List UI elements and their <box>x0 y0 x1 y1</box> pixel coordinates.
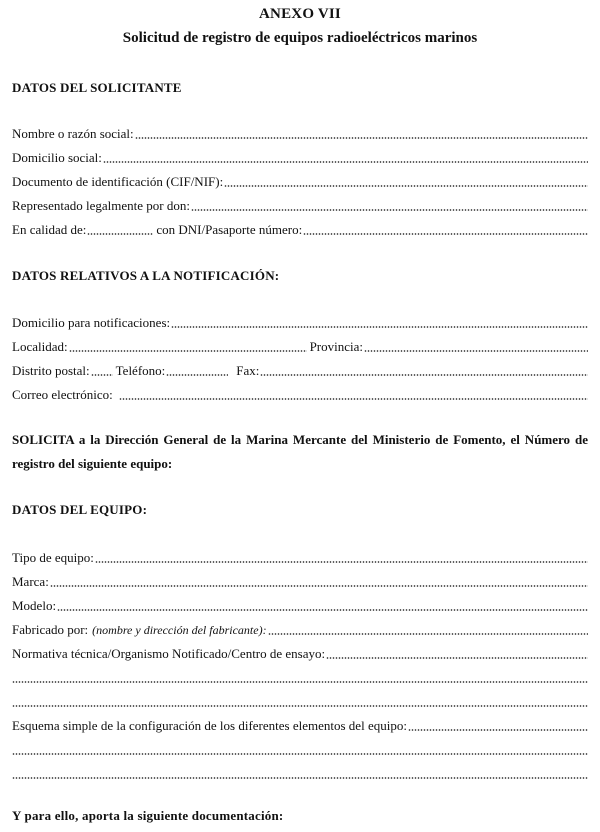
row-esquema <box>12 716 588 734</box>
label-modelo: Modelo: <box>12 598 57 613</box>
row-normativa-cont-2 <box>12 692 588 710</box>
row-documento <box>12 172 588 190</box>
input-normativa-line-3[interactable] <box>12 705 588 707</box>
input-calidad[interactable] <box>87 233 153 235</box>
row-fabricado <box>12 620 588 638</box>
input-marca[interactable] <box>50 585 588 587</box>
row-nombre <box>12 124 588 142</box>
label-calidad: En calidad de: <box>12 222 87 237</box>
row-representado <box>12 196 588 214</box>
label-fax: Fax: <box>236 363 260 378</box>
solicita-line-2: registro del siguiente equipo: <box>12 456 173 471</box>
input-domicilio-notificaciones[interactable] <box>171 326 588 328</box>
label-marca: Marca: <box>12 574 49 589</box>
hint-fabricado: (nombre y dirección del fabricante): <box>92 623 267 637</box>
input-provincia[interactable] <box>364 350 588 352</box>
row-normativa <box>12 644 588 662</box>
label-distrito: Distrito postal: <box>12 363 90 378</box>
input-esquema[interactable] <box>408 729 588 731</box>
input-documento[interactable] <box>224 185 588 187</box>
label-normativa: Normativa técnica/Organismo Notificado/Centro de ensayo: <box>12 646 326 661</box>
label-dni: con DNI/Pasaporte número: <box>156 222 303 237</box>
row-domicilio-social <box>12 148 588 166</box>
row-correo <box>12 385 588 403</box>
label-telefono: Teléfono: <box>115 363 166 378</box>
input-modelo[interactable] <box>57 609 588 611</box>
row-domicilio-notificaciones <box>12 313 588 331</box>
label-correo: Correo electrónico: <box>12 387 113 402</box>
form-title: Solicitud de registro de equipos radioeléctricos marinos <box>122 30 478 46</box>
row-esquema-cont-1 <box>12 740 588 758</box>
row-marca <box>12 572 588 590</box>
solicita-paragraph <box>12 428 588 476</box>
row-distrito <box>12 361 588 379</box>
label-provincia: Provincia: <box>309 339 363 354</box>
input-telefono[interactable] <box>166 374 228 376</box>
annex-heading: ANEXO VII <box>259 6 341 22</box>
label-fabricado: Fabricado por: <box>12 622 89 637</box>
section-heading-notificacion: DATOS RELATIVOS A LA NOTIFICACIÓN: <box>12 268 280 283</box>
label-domicilio-notificaciones: Domicilio para notificaciones: <box>12 315 171 330</box>
input-dni[interactable] <box>303 233 588 235</box>
label-esquema: Esquema simple de la configuración de los diferentes elementos del equipo: <box>12 718 407 733</box>
label-tipo: Tipo de equipo: <box>12 550 94 565</box>
section-heading-equipo: DATOS DEL EQUIPO: <box>12 502 148 517</box>
input-esquema-line-2[interactable] <box>12 753 588 755</box>
input-nombre[interactable] <box>135 137 588 139</box>
row-modelo <box>12 596 588 614</box>
input-esquema-line-3[interactable] <box>12 777 588 779</box>
input-localidad[interactable] <box>69 350 307 352</box>
input-domicilio-social[interactable] <box>103 161 588 163</box>
label-representado: Representado legalmente por don: <box>12 198 190 213</box>
input-representado[interactable] <box>191 209 588 211</box>
input-tipo[interactable] <box>95 561 588 563</box>
input-fax[interactable] <box>260 374 588 376</box>
row-esquema-cont-2 <box>12 764 588 782</box>
row-localidad <box>12 337 588 355</box>
input-fabricado[interactable] <box>268 633 588 635</box>
label-localidad: Localidad: <box>12 339 68 354</box>
input-distrito[interactable] <box>91 374 113 376</box>
label-nombre: Nombre o razón social: <box>12 126 134 141</box>
input-normativa-line-2[interactable] <box>12 681 588 683</box>
section-heading-solicitante: DATOS DEL SOLICITANTE <box>12 80 182 95</box>
input-correo[interactable] <box>119 398 588 400</box>
section-heading-documentacion: Y para ello, aporta la siguiente documentación: <box>12 808 284 823</box>
label-documento: Documento de identificación (CIF/NIF): <box>12 174 224 189</box>
row-calidad <box>12 220 588 238</box>
solicita-line-1: SOLICITA a la Dirección General de la Marina Mercante del Ministerio de Fomento, el Número de <box>12 432 588 447</box>
label-domicilio-social: Domicilio social: <box>12 150 102 165</box>
row-tipo <box>12 548 588 566</box>
input-normativa[interactable] <box>326 657 588 659</box>
row-normativa-cont-1 <box>12 668 588 686</box>
